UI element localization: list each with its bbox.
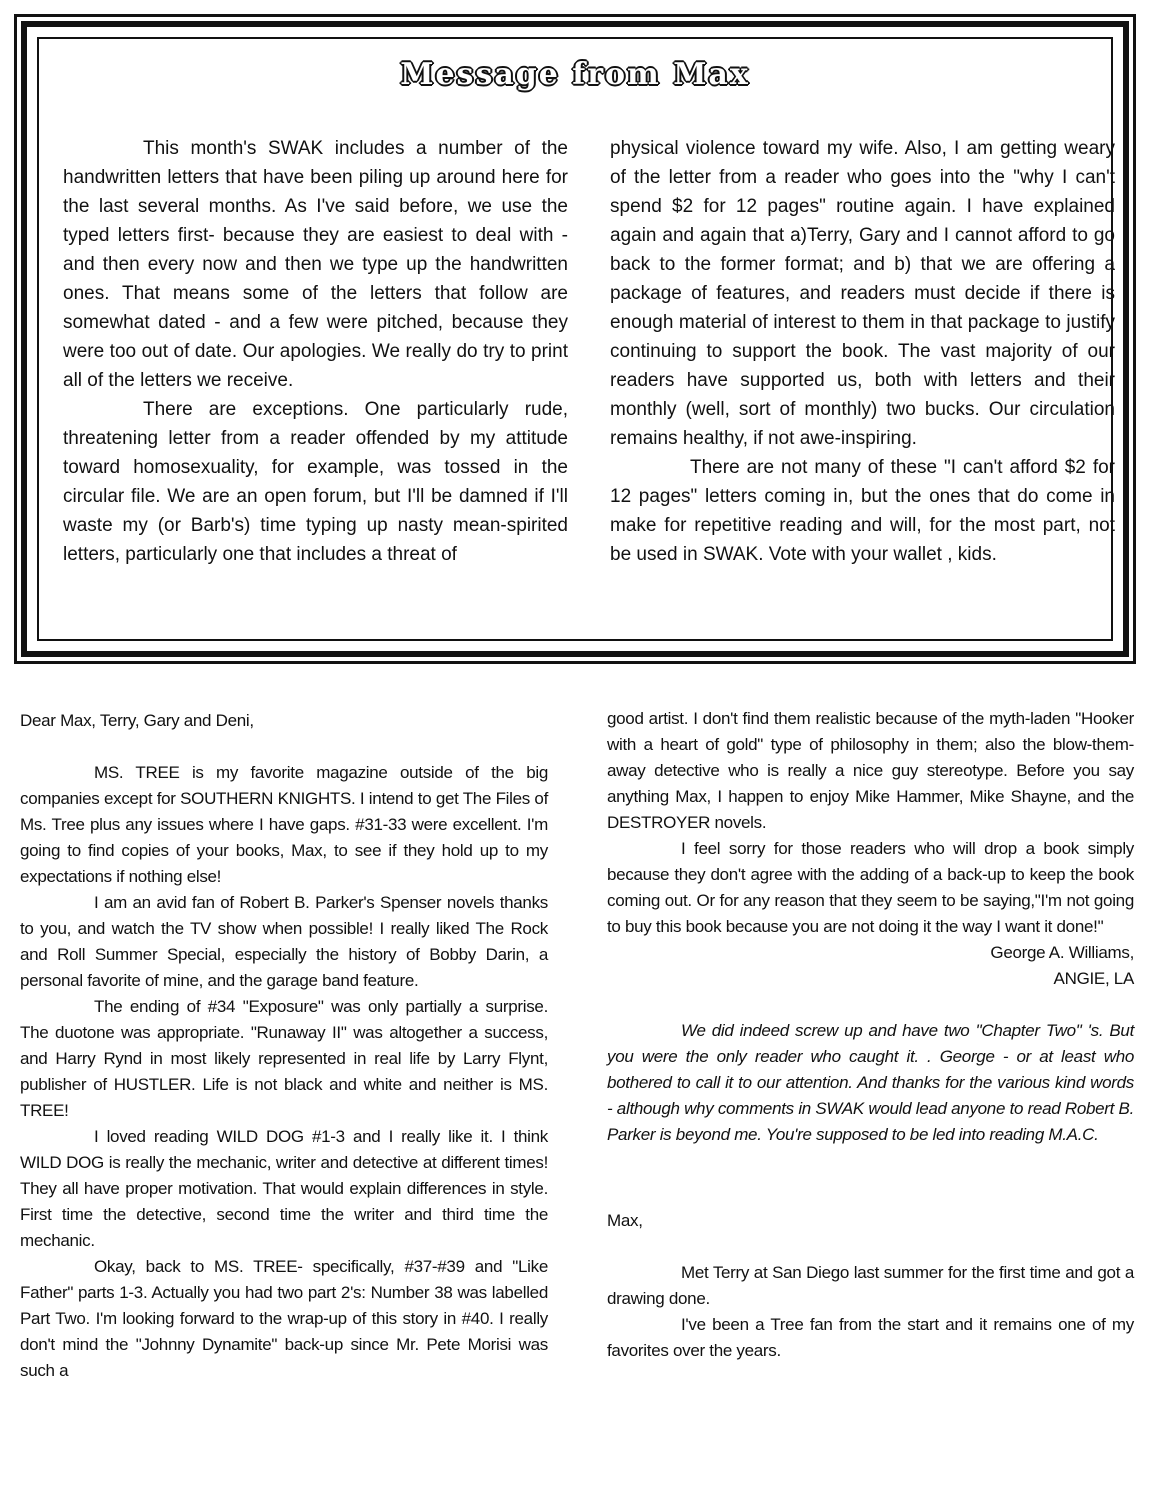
editorial-paragraph: There are exceptions. One particularly rude, threatening letter from a reader offended by my attitude toward homosexuality, for example, was tossed in the circular file. We are an open forum, but I'll be damned if I'll waste my (or Barb's) time typing up nasty mean-spirited letters, particularly one that includes a threat of bbox=[63, 399, 568, 565]
editorial-paragraph: physical violence toward my wife. Also, I am getting weary of the letter from a reader who goes into the "why I can't spend $2 for 12 pages" routine again. I have explained again and again that a)Terry, Gary and I cannot afford to go back to the former format; and b) that we are offering a package of features, and readers must decide if there is enough material of interest to them in that package to justify continuing to support the book. The vast majority of our readers have supported us, both with letters and their monthly (well, sort of monthly) two bucks. Our circulation remains healthy, if not awe-inspiring. bbox=[610, 138, 1115, 449]
letter-paragraph: MS. TREE is my favorite magazine outside of the big companies except for SOUTHERN KNIGHTS. I intend to get The Files of Ms. Tree plus any issues where I have gaps. #31-33 were excellent. I'm going to find copies of your books, Max, to see if they hold up to my expectations if nothing else! bbox=[20, 763, 548, 886]
editorial-paragraph: This month's SWAK includes a number of the handwritten letters that have been piling up around here for the last several months. As I've said before, we use the typed letters first- because they are easiest to deal with - and then every now and then we type up the handwritten ones. That means some of the letters that follow are somewhat dated - and a few were pitched, because they were too out of date. Our apologies. We really do try to print all of the letters we receive. bbox=[63, 138, 568, 391]
letters-column-right bbox=[607, 706, 1134, 1364]
letter-signature-name: George A. Williams, bbox=[990, 943, 1134, 962]
letters-column-left bbox=[20, 708, 548, 1384]
letter-signature-place: ANGIE, LA bbox=[1053, 969, 1134, 988]
letter-salutation: Dear Max, Terry, Gary and Deni, bbox=[20, 711, 254, 730]
editorial-paragraph: There are not many of these "I can't afford $2 for 12 pages" letters coming in, but the ones that do come in make for repetitive reading and will, for the most part, not be used in SWAK. Vote with your wallet , kids. bbox=[610, 457, 1115, 565]
editorial-title: Message from Max bbox=[400, 57, 750, 92]
letter-paragraph: I feel sorry for those readers who will drop a book simply because they don't agree with the adding of a back-up to keep the book coming out. Or for any reason that they seem to be saying,"I'm not going to buy this book because you are not doing it the way I want it done!" bbox=[607, 839, 1134, 936]
editorial-column-right bbox=[610, 134, 1115, 569]
letter-paragraph: I've been a Tree fan from the start and it remains one of my favorites over the years. bbox=[607, 1315, 1134, 1360]
letter-paragraph: good artist. I don't find them realistic because of the myth-laden "Hooker with a heart of gold" type of philosophy in them; also the blow-them-away detective who is really a nice guy stereotype. Before you say anything Max, I happen to enjoy Mike Hammer, Mike Shayne, and the DESTROYER novels. bbox=[607, 709, 1134, 832]
letter-salutation: Max, bbox=[607, 1211, 643, 1230]
editorial-column-left bbox=[63, 134, 568, 569]
letter-paragraph: I loved reading WILD DOG #1-3 and I really like it. I think WILD DOG is really the mechanic, writer and detective at different times! They all have proper motivation. That would explain differences in style. First time the detective, second time the writer and third time the mechanic. bbox=[20, 1127, 548, 1250]
spacer bbox=[607, 1148, 1134, 1208]
letter-paragraph: I am an avid fan of Robert B. Parker's Spenser novels thanks to you, and watch the TV show when possible! I really liked The Rock and Roll Summer Special, especially the history of Bobby Darin, a personal favorite of mine, and the garage band feature. bbox=[20, 893, 548, 990]
editor-reply: We did indeed screw up and have two "Chapter Two" 's. But you were the only reader who caught it. . George - or at least who bothered to call it to our attention. And thanks for the various kind words - although why comments in SWAK would lead anyone to read Robert B. Parker is beyond me. You're supposed to be led into reading M.A.C. bbox=[607, 1021, 1134, 1144]
editorial-box bbox=[14, 14, 1136, 664]
letter-paragraph: The ending of #34 "Exposure" was only partially a surprise. The duotone was appropriate. "Runaway II" was altogether a success, and Harry Rynd in most likely represented in real life by Larry Flynt, publisher of HUSTLER. Life is not black and white and neither is MS. TREE! bbox=[20, 997, 548, 1120]
letter-paragraph: Okay, back to MS. TREE- specifically, #37-#39 and "Like Father" parts 1-3. Actually you had two part 2's: Number 38 was labelled Part Two. I'm looking forward to the wrap-up of this story in #40. I really don't mind the "Johnny Dynamite" back-up since Mr. Pete Morisi was such a bbox=[20, 1257, 548, 1380]
letter-paragraph: Met Terry at San Diego last summer for the first time and got a drawing done. bbox=[607, 1263, 1134, 1308]
